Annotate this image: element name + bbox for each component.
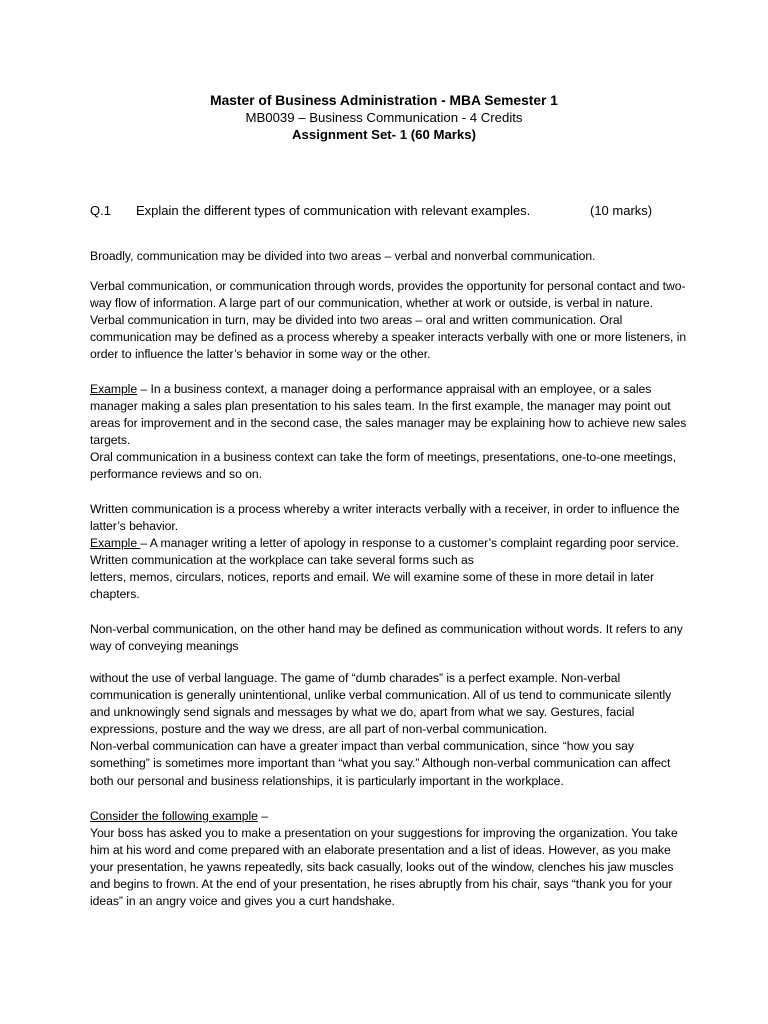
question-text: Explain the different types of communication with relevant examples. — [136, 203, 531, 218]
paragraph-text: Your boss has asked you to make a presentation on your suggestions for improving the organization. You take him at his word and come prepared with an elaborate presentation and a list of ideas. However, as you make your presentation, he yawns repeatedly, sits back casually, looks out of the window, clenches his jaw muscles and begins to frown. At the end of your presentation, he rises abruptly from his chair, says “thank you for your ideas” in an angry voice and gives you a curt handshake. — [90, 826, 678, 909]
paragraph-text: Oral communication in a business context can take the form of meetings, presentations, one-to-one meetings, performance reviews and so on. — [90, 450, 677, 482]
paragraph-1 — [90, 248, 688, 265]
paragraph-text: letters, memos, circulars, notices, reports and email. We will examine some of these in more detail in later chapters. — [90, 570, 655, 602]
paragraph-text: without the use of verbal language. The game of “dumb charades” is a perfect example. Non-verbal communication is generally unintentional, unlike verbal communication. All of us tend to communicate silently and unknowingly send signals and messages by what we do, apart from what we say. Gestures, facial expressions, posture and the way we dress, are all part of non-verbal communication. — [90, 671, 672, 737]
paragraph-text: Written communication is a process whereby a writer interacts verbally with a receiver, in order to influence the latter’s behavior. — [90, 502, 680, 534]
paragraph-8 — [90, 621, 688, 655]
consider-label: Consider the following example — [90, 809, 258, 823]
example-label: Example — [90, 536, 141, 551]
paragraph-text: – In a business context, a manager doing a performance appraisal with an employee, or a sales manager making a sales plan presentation to his sales team. In the first example, the manager may point out areas for improvement and in the second case, the sales manager may be explaining how to achieve new sales targets. — [90, 382, 687, 448]
assignment-line: Assignment Set- 1 (60 Marks) — [292, 127, 476, 142]
paragraph-11 — [90, 808, 688, 911]
paragraph-text: Verbal communication, or communication through words, provides the opportunity for personal contact and two-way flow of information. A large part of our communication, whether at work or outside, is verbal in nature. Verbal communication in turn, may be divided into two areas – oral and written communication. Oral communication may be defined as a process whereby a speaker interacts verbally with one or more listeners, in order to influence the latter’s behavior in some way or the other. — [90, 279, 687, 362]
paragraph-text: Broadly, communication may be divided into two areas – verbal and nonverbal communication. — [90, 249, 596, 263]
paragraph-text: – A manager writing a letter of apology in response to a customer’s complaint regarding poor service. Written communication at the workplace can take several forms such as — [90, 536, 679, 568]
paragraph-text: Non-verbal communication, on the other hand may be defined as communication without words. It refers to any way of conveying meanings — [90, 622, 683, 654]
paragraph-3 — [90, 381, 688, 484]
paragraph-9 — [90, 670, 688, 790]
paragraph-5 — [90, 501, 688, 604]
question-marks: (10 marks) — [590, 203, 653, 218]
example-label: Example — [90, 382, 138, 396]
question-line — [90, 202, 690, 220]
paragraph-2 — [90, 278, 688, 363]
question-number: Q.1 — [90, 203, 111, 218]
document-title: Master of Business Administration - MBA Semester 1 — [210, 93, 558, 108]
document-header — [0, 92, 768, 143]
course-line: MB0039 – Business Communication - 4 Credits — [245, 110, 523, 125]
paragraph-text: – — [257, 809, 268, 823]
paragraph-text: Non-verbal communication can have a greater impact than verbal communication, since “how you say something” is sometimes more important than “what you say.” Although non-verbal communication can affect both our personal and business relationships, it is particularly important in the workplace. — [90, 739, 671, 788]
